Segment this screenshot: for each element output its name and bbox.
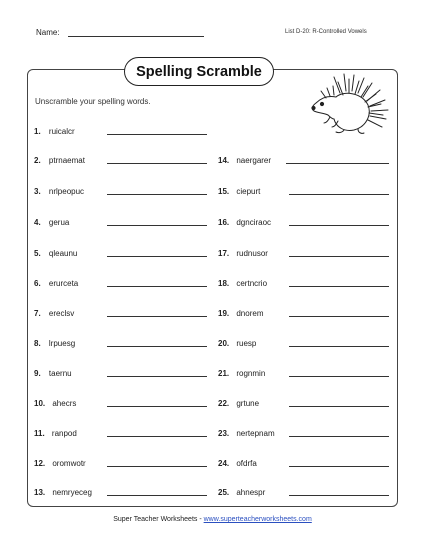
scrambled-word: ruesp <box>236 339 257 348</box>
item-number: 17. <box>218 249 230 258</box>
list-item-2 <box>34 156 85 165</box>
answer-line-23[interactable] <box>289 436 389 437</box>
list-item-8 <box>34 339 75 348</box>
item-number: 5. <box>34 249 41 258</box>
item-number: 11. <box>34 429 45 438</box>
scrambled-word: oromwotr <box>52 459 86 468</box>
item-number: 22. <box>218 399 230 408</box>
answer-line-4[interactable] <box>107 225 207 226</box>
item-number: 23. <box>218 429 230 438</box>
answer-line-8[interactable] <box>107 346 207 347</box>
answer-line-17[interactable] <box>289 256 389 257</box>
item-number: 3. <box>34 187 41 196</box>
answer-line-7[interactable] <box>107 316 207 317</box>
list-item-6 <box>34 279 78 288</box>
scrambled-word: taernu <box>48 369 72 378</box>
list-item-1 <box>34 127 75 136</box>
item-number: 21. <box>218 369 230 378</box>
list-item-5 <box>34 249 77 258</box>
answer-line-2[interactable] <box>107 163 207 164</box>
item-number: 7. <box>34 309 41 318</box>
footer <box>0 516 425 523</box>
scrambled-word: lrpuesg <box>48 339 76 348</box>
item-number: 14. <box>218 156 230 165</box>
item-number: 16. <box>218 218 230 227</box>
scrambled-word: ereclsv <box>48 309 75 318</box>
answer-line-18[interactable] <box>289 286 389 287</box>
item-number: 9. <box>34 369 41 378</box>
item-number: 4. <box>34 218 41 227</box>
scrambled-word: certncrio <box>236 279 268 288</box>
answer-line-9[interactable] <box>107 376 207 377</box>
answer-line-5[interactable] <box>107 256 207 257</box>
instructions-text: Unscramble your spelling words. <box>35 97 151 106</box>
answer-line-24[interactable] <box>289 466 389 467</box>
answer-line-16[interactable] <box>289 225 389 226</box>
answer-line-22[interactable] <box>289 406 389 407</box>
list-item-18 <box>218 279 267 288</box>
scrambled-word: ahnespr <box>236 488 266 497</box>
scrambled-word: nrlpeopuc <box>48 187 85 196</box>
answer-line-12[interactable] <box>107 466 207 467</box>
list-item-14 <box>218 156 271 165</box>
list-item-13 <box>34 488 92 497</box>
item-number: 12. <box>34 459 46 468</box>
scrambled-word: ptrnaemat <box>48 156 85 165</box>
item-number: 18. <box>218 279 230 288</box>
item-number: 13. <box>34 488 46 497</box>
list-item-25 <box>218 488 265 497</box>
answer-line-3[interactable] <box>107 194 207 195</box>
list-code: List D-20: R-Controlled Vowels <box>285 29 367 35</box>
scrambled-word: ranpod <box>51 429 77 438</box>
list-item-3 <box>34 187 84 196</box>
answer-line-14[interactable] <box>286 163 389 164</box>
item-number: 1. <box>34 127 41 136</box>
list-item-22 <box>218 399 259 408</box>
scrambled-word: ahecrs <box>52 399 77 408</box>
name-label: Name: <box>36 28 60 37</box>
list-item-15 <box>218 187 260 196</box>
scrambled-word: erurceta <box>48 279 79 288</box>
list-item-21 <box>218 369 265 378</box>
scrambled-word: ofdrfa <box>236 459 257 468</box>
item-number: 15. <box>218 187 230 196</box>
scrambled-word: rudnusor <box>236 249 268 258</box>
list-item-19 <box>218 309 263 318</box>
porcupine-icon <box>300 73 392 135</box>
item-number: 10. <box>34 399 46 408</box>
scrambled-word: grtune <box>236 399 260 408</box>
footer-prefix: Super Teacher Worksheets - <box>113 516 204 523</box>
answer-line-6[interactable] <box>107 286 207 287</box>
scrambled-word: ciepurt <box>236 187 261 196</box>
item-number: 19. <box>218 309 230 318</box>
answer-line-19[interactable] <box>289 316 389 317</box>
list-item-16 <box>218 218 271 227</box>
list-item-23 <box>218 429 275 438</box>
scrambled-word: nertepnam <box>236 429 275 438</box>
answer-line-20[interactable] <box>289 346 389 347</box>
scrambled-word: naergarer <box>236 156 272 165</box>
worksheet-title: Spelling Scramble <box>124 57 274 86</box>
item-number: 2. <box>34 156 41 165</box>
scrambled-word: qleaunu <box>48 249 78 258</box>
scrambled-word: ruicalcr <box>48 127 75 136</box>
answer-line-1[interactable] <box>107 134 207 135</box>
list-item-11 <box>34 429 77 438</box>
answer-line-15[interactable] <box>289 194 389 195</box>
answer-line-13[interactable] <box>107 495 207 496</box>
scrambled-word: dgnciraoc <box>236 218 272 227</box>
list-item-4 <box>34 218 69 227</box>
scrambled-word: rognmin <box>236 369 266 378</box>
list-item-10 <box>34 399 76 408</box>
answer-line-25[interactable] <box>289 495 389 496</box>
scrambled-word: nemryeceg <box>52 488 92 497</box>
item-number: 25. <box>218 488 230 497</box>
scrambled-word: gerua <box>48 218 70 227</box>
list-item-20 <box>218 339 256 348</box>
answer-line-11[interactable] <box>107 436 207 437</box>
item-number: 8. <box>34 339 41 348</box>
scrambled-word: dnorem <box>236 309 264 318</box>
list-item-9 <box>34 369 72 378</box>
answer-line-21[interactable] <box>289 376 389 377</box>
answer-line-10[interactable] <box>107 406 207 407</box>
item-number: 24. <box>218 459 230 468</box>
list-item-7 <box>34 309 74 318</box>
list-item-24 <box>218 459 257 468</box>
list-item-17 <box>218 249 268 258</box>
name-field-line[interactable] <box>68 36 204 37</box>
item-number: 6. <box>34 279 41 288</box>
item-number: 20. <box>218 339 230 348</box>
list-item-12 <box>34 459 86 468</box>
footer-link[interactable]: www.superteacherworksheets.com <box>203 516 312 523</box>
